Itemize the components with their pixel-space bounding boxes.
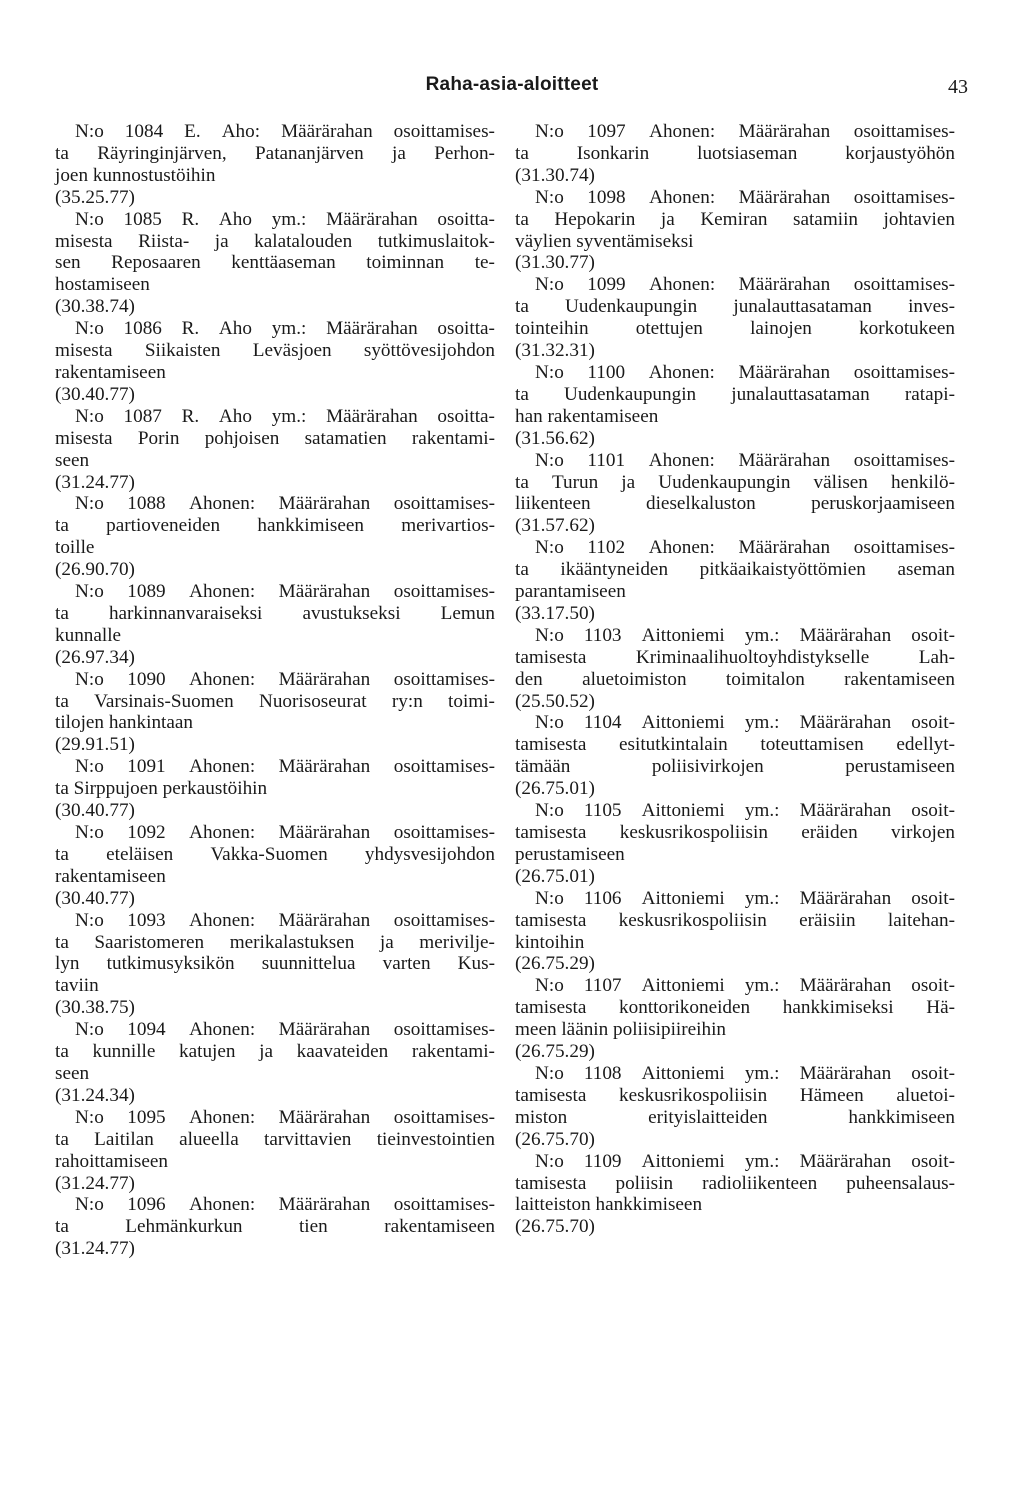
entry-line: ta Laitilan alueella tarvittavien tieinvestointien bbox=[55, 1128, 495, 1150]
entry-line: parantamiseen bbox=[515, 581, 626, 603]
entry-line: N:o 1096 Ahonen: Määrärahan osoittamises- bbox=[75, 1194, 495, 1216]
budget-item-code: (30.38.75) bbox=[55, 997, 135, 1019]
budget-item-code: (31.30.77) bbox=[515, 252, 595, 274]
entry-line: N:o 1084 E. Aho: Määrärahan osoittamises- bbox=[75, 121, 495, 142]
entry-line: N:o 1099 Ahonen: Määrärahan osoittamises- bbox=[535, 274, 955, 296]
entry-line: han rakentamiseen bbox=[515, 405, 659, 427]
entry-line: kintoihin bbox=[515, 931, 585, 953]
entry-line: misesta Siikaisten Leväsjoen syöttövesijohdon bbox=[55, 340, 495, 362]
entry-line: N:o 1091 Ahonen: Määrärahan osoittamises- bbox=[75, 756, 495, 778]
entry-line: tamisesta Kriminaalihuoltoyhdistykselle Lah- bbox=[515, 646, 955, 668]
entry-line: misesta Riista- ja kalatalouden tutkimuslaitok- bbox=[55, 230, 495, 252]
entry-line: toille bbox=[55, 537, 95, 559]
entry-line: seen bbox=[55, 449, 90, 471]
motion-entry bbox=[515, 975, 955, 1063]
entry-line: ta Sirppujoen perkaustöihin bbox=[55, 778, 268, 800]
entry-line: N:o 1086 R. Aho ym.: Määrärahan osoitta- bbox=[75, 318, 495, 340]
budget-item-code: (26.75.01) bbox=[515, 778, 595, 800]
entry-line: N:o 1103 Aittoniemi ym.: Määrärahan osoit- bbox=[535, 624, 955, 646]
budget-item-code: (31.56.62) bbox=[515, 427, 595, 449]
motion-entry bbox=[55, 756, 495, 822]
entry-line: N:o 1095 Ahonen: Määrärahan osoittamises- bbox=[75, 1106, 495, 1128]
budget-item-code: (26.75.70) bbox=[515, 1216, 595, 1238]
motion-entry bbox=[55, 822, 495, 910]
entry-line: tamisesta konttorikoneiden hankkimiseksi Hä- bbox=[515, 997, 955, 1019]
entry-line: N:o 1090 Ahonen: Määrärahan osoittamises- bbox=[75, 668, 495, 690]
entry-line: ta Isonkarin luotsiaseman korjaustyöhön bbox=[515, 142, 955, 164]
motion-entry bbox=[55, 669, 495, 757]
entry-line: ta harkinnanvaraiseksi avustukseksi Lemun bbox=[55, 602, 495, 624]
entry-line: N:o 1105 Aittoniemi ym.: Määrärahan osoit- bbox=[535, 800, 955, 822]
motion-entry bbox=[515, 712, 955, 800]
motion-entry bbox=[55, 493, 495, 581]
entry-line: ta Uudenkaupungin junalauttasataman inves- bbox=[515, 296, 955, 318]
left-column bbox=[55, 121, 495, 1260]
entry-line: miston erityislaitteiden hankkimiseen bbox=[515, 1106, 955, 1128]
budget-item-code: (31.57.62) bbox=[515, 515, 595, 537]
running-title: Raha-asia-aloitteet bbox=[425, 74, 599, 95]
entry-line: sen Reposaaren kenttäaseman toiminnan te- bbox=[55, 252, 495, 274]
motion-entry bbox=[515, 450, 955, 538]
motion-entry bbox=[515, 888, 955, 976]
entry-line: N:o 1104 Aittoniemi ym.: Määrärahan osoit- bbox=[535, 712, 955, 734]
entry-line: N:o 1097 Ahonen: Määrärahan osoittamises- bbox=[535, 121, 955, 142]
motion-entry bbox=[515, 274, 955, 362]
motion-entry bbox=[515, 537, 955, 625]
entry-line: tamisesta keskusrikospoliisin eräisiin laitehan- bbox=[515, 909, 955, 931]
motion-entry bbox=[515, 362, 955, 450]
entry-line: N:o 1106 Aittoniemi ym.: Määrärahan osoit- bbox=[535, 887, 955, 909]
entry-line: rakentamiseen bbox=[55, 865, 166, 887]
budget-item-code: (31.24.77) bbox=[55, 471, 135, 493]
entry-line: N:o 1101 Ahonen: Määrärahan osoittamises- bbox=[535, 449, 955, 471]
entry-line: taviin bbox=[55, 975, 99, 997]
motion-entry bbox=[55, 1019, 495, 1107]
entry-line: laitteiston hankkimiseen bbox=[515, 1194, 703, 1216]
entry-line: tamisesta keskusrikospoliisin Hämeen aluetoi- bbox=[515, 1084, 955, 1106]
entry-line: ta Hepokarin ja Kemiran satamiin johtavien bbox=[515, 208, 955, 230]
motion-entry bbox=[55, 910, 495, 1020]
entry-line: ta Saaristomeren merikalastuksen ja merivilje- bbox=[55, 931, 495, 953]
budget-item-code: (26.75.29) bbox=[515, 953, 595, 975]
entry-line: N:o 1089 Ahonen: Määrärahan osoittamises- bbox=[75, 581, 495, 603]
motion-entry bbox=[55, 581, 495, 669]
entry-line: den aluetoimiston toimitalon rakentamiseen bbox=[515, 668, 955, 690]
budget-item-code: (26.75.01) bbox=[515, 865, 595, 887]
entry-line: N:o 1092 Ahonen: Määrärahan osoittamises- bbox=[75, 822, 495, 843]
page-number: 43 bbox=[948, 76, 968, 98]
entry-line: N:o 1085 R. Aho ym.: Määrärahan osoitta- bbox=[75, 208, 495, 230]
entry-line: joen kunnostustöihin bbox=[55, 164, 216, 186]
budget-item-code: (29.91.51) bbox=[55, 734, 135, 756]
right-column bbox=[515, 121, 955, 1238]
motion-entry bbox=[55, 121, 495, 209]
budget-item-code: (30.40.77) bbox=[55, 887, 135, 909]
budget-item-code: (31.24.34) bbox=[55, 1084, 135, 1106]
motion-entry bbox=[55, 406, 495, 494]
budget-item-code: (30.40.77) bbox=[55, 800, 135, 822]
entry-line: lyn tutkimusyksikön suunnittelua varten Kus- bbox=[55, 953, 495, 975]
entry-line: N:o 1098 Ahonen: Määrärahan osoittamises- bbox=[535, 186, 955, 208]
entry-line: ta Lehmänkurkun tien rakentamiseen bbox=[55, 1216, 495, 1238]
motion-entry bbox=[55, 209, 495, 319]
entry-line: tamisesta esitutkintalain toteuttamisen edellyt- bbox=[515, 734, 955, 756]
budget-item-code: (31.24.77) bbox=[55, 1172, 135, 1194]
entry-line: ta eteläisen Vakka-Suomen yhdysvesijohdon bbox=[55, 843, 495, 865]
entry-line: rakentamiseen bbox=[55, 361, 166, 383]
entry-line: hostamiseen bbox=[55, 274, 150, 296]
entry-line: N:o 1109 Aittoniemi ym.: Määrärahan osoit- bbox=[535, 1150, 955, 1172]
page-header bbox=[0, 74, 1024, 104]
budget-item-code: (31.24.77) bbox=[55, 1238, 135, 1260]
motion-entry bbox=[515, 121, 955, 187]
entry-line: tämään poliisivirkojen perustamiseen bbox=[515, 756, 955, 778]
budget-item-code: (25.50.52) bbox=[515, 690, 595, 712]
entry-line: N:o 1107 Aittoniemi ym.: Määrärahan osoit- bbox=[535, 975, 955, 997]
entry-line: N:o 1108 Aittoniemi ym.: Määrärahan osoit- bbox=[535, 1062, 955, 1084]
entry-line: kunnalle bbox=[55, 624, 122, 646]
entry-line: liikenteen dieselkaluston peruskorjaamiseen bbox=[515, 493, 955, 515]
budget-item-code: (26.75.29) bbox=[515, 1041, 595, 1063]
entry-line: N:o 1094 Ahonen: Määrärahan osoittamises- bbox=[75, 1019, 495, 1041]
motion-entry bbox=[515, 625, 955, 713]
entry-line: ta Turun ja Uudenkaupungin välisen henkilö- bbox=[515, 471, 955, 493]
budget-item-code: (33.17.50) bbox=[515, 602, 595, 624]
budget-item-code: (31.32.31) bbox=[515, 340, 595, 362]
budget-item-code: (26.75.70) bbox=[515, 1128, 595, 1150]
budget-item-code: (30.40.77) bbox=[55, 383, 135, 405]
budget-item-code: (26.97.34) bbox=[55, 646, 135, 668]
entry-line: ta partioveneiden hankkimiseen merivartios- bbox=[55, 515, 495, 537]
entry-line: N:o 1093 Ahonen: Määrärahan osoittamises- bbox=[75, 909, 495, 931]
entry-line: ta Varsinais-Suomen Nuorisoseurat ry:n toimi- bbox=[55, 690, 495, 712]
entry-line: rahoittamiseen bbox=[55, 1150, 168, 1172]
motion-entry bbox=[515, 1063, 955, 1151]
motion-entry bbox=[55, 1194, 495, 1260]
entry-line: ta Räyringinjärven, Patananjärven ja Perhon- bbox=[55, 142, 495, 164]
motion-entry bbox=[55, 318, 495, 406]
entry-line: tamisesta poliisin radioliikenteen puheensalaus- bbox=[515, 1172, 955, 1194]
budget-item-code: (35.25.77) bbox=[55, 186, 135, 208]
motion-entry bbox=[515, 187, 955, 275]
entry-line: perustamiseen bbox=[515, 843, 625, 865]
budget-item-code: (30.38.74) bbox=[55, 296, 135, 318]
entry-line: seen bbox=[55, 1062, 90, 1084]
entry-line: väylien syventämiseksi bbox=[515, 230, 694, 252]
entry-line: N:o 1087 R. Aho ym.: Määrärahan osoitta- bbox=[75, 405, 495, 427]
entry-line: N:o 1100 Ahonen: Määrärahan osoittamises- bbox=[535, 361, 955, 383]
entry-line: tamisesta keskusrikospoliisin eräiden virkojen bbox=[515, 822, 955, 843]
entry-line: ta Uudenkaupungin junalauttasataman ratapi- bbox=[515, 383, 955, 405]
budget-item-code: (31.30.74) bbox=[515, 164, 595, 186]
motion-entry bbox=[515, 800, 955, 888]
entry-line: ta ikääntyneiden pitkäaikaistyöttömien aseman bbox=[515, 559, 955, 581]
entry-line: N:o 1088 Ahonen: Määrärahan osoittamises- bbox=[75, 493, 495, 515]
entry-line: tilojen hankintaan bbox=[55, 712, 194, 734]
entry-line: meen läänin poliisipiireihin bbox=[515, 1019, 727, 1041]
motion-entry bbox=[515, 1151, 955, 1239]
entry-line: ta kunnille katujen ja kaavateiden rakentami- bbox=[55, 1041, 495, 1063]
motion-entry bbox=[55, 1107, 495, 1195]
entry-line: N:o 1102 Ahonen: Määrärahan osoittamises- bbox=[535, 537, 955, 559]
entry-line: misesta Porin pohjoisen satamatien rakentami- bbox=[55, 427, 495, 449]
budget-item-code: (26.90.70) bbox=[55, 559, 135, 581]
entry-line: tointeihin otettujen lainojen korkotukeen bbox=[515, 318, 955, 340]
